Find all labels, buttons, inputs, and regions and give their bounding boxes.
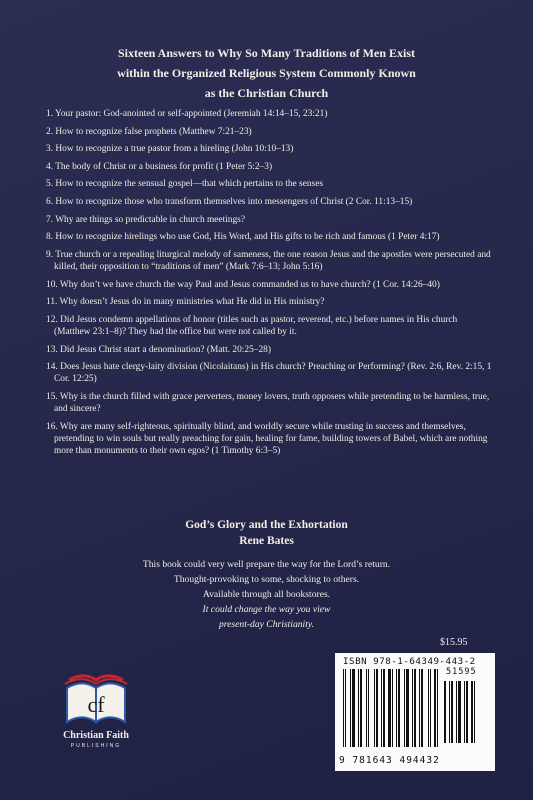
list-item: 14. Does Jesus hate clergy-laity division (Nicolaitans) in His church? Preaching or Performing? (Rev. 2:6, Rev. 2:15, 1 Cor. 12:25) — [46, 362, 492, 385]
barcode-bar — [363, 669, 365, 747]
barcode-bar — [414, 669, 416, 747]
barcode-bar — [406, 669, 409, 747]
barcode-bar — [471, 681, 473, 743]
barcode-bar — [428, 669, 429, 747]
publisher-logo — [56, 670, 136, 770]
blurb-line-4: It could change the way you view — [202, 604, 331, 615]
price-addon-number: 51595 — [446, 667, 477, 677]
barcode-bar — [419, 669, 420, 747]
list-item: 13. Did Jesus Christ start a denomination? (Matt. 20:25–28) — [46, 344, 271, 355]
headline-line-1: Sixteen Answers to Why So Many Traditions of Men Exist — [117, 46, 416, 60]
barcode-bar — [421, 669, 423, 747]
list-item: 5. How to recognize the sensual gospel—that which pertains to the senses — [46, 179, 324, 190]
list-item: 11. Why doesn’t Jesus do in many ministries what He did in His ministry? — [46, 297, 325, 308]
headline-line-3: as the Christian Church — [204, 86, 329, 100]
barcode-bar — [398, 669, 400, 747]
barcode-bar — [410, 669, 411, 747]
barcode-bar — [432, 669, 433, 747]
barcode-bar — [396, 669, 397, 747]
list-item: 9. True church or a repealing liturgical melody of sameness, the one reason Jesus and the apostles were persecuted and killed, their opposition to “traditions of men” (Mark 7:6–13; John 5:16) — [46, 249, 491, 272]
barcode-bar — [458, 681, 461, 743]
list-item: 4. The body of Christ or a business for profit (1 Peter 5:2–3) — [46, 161, 273, 172]
book-author: Rene Bates — [239, 535, 294, 547]
barcode-bar — [454, 681, 455, 743]
barcode-bar — [379, 669, 380, 747]
list-item: 15. Why is the church filled with grace perverters, money lovers, truth opposers while pretending to be harmless, true, and sincere? — [46, 391, 490, 415]
book-title-block — [40, 517, 493, 549]
barcode-bar — [412, 669, 413, 747]
ean-number: 9 781643 494432 — [339, 755, 440, 766]
blurb-line-3: Available through all bookstores. — [202, 589, 331, 600]
barcode-bar — [466, 681, 468, 743]
barcode-bar — [376, 669, 378, 747]
headline — [40, 43, 493, 103]
barcode-bar — [388, 669, 391, 747]
barcode-bar — [358, 669, 359, 747]
barcode-bar — [444, 681, 446, 743]
barcode-bar — [449, 681, 450, 743]
barcode-bar — [437, 669, 438, 747]
publisher-monogram: cf — [87, 692, 105, 717]
main-barcode-bars — [343, 669, 438, 747]
barcode-bar — [347, 669, 349, 747]
barcode-bar — [417, 669, 418, 747]
publisher-sub: PUBLISHING — [70, 743, 122, 749]
barcode-bar — [350, 669, 351, 747]
barcode-bar — [404, 669, 405, 747]
barcode-bar — [469, 681, 470, 743]
barcode-bar — [345, 669, 346, 747]
barcode-bar — [352, 669, 355, 747]
list-item: 7. Why are things so predictable in church meetings? — [46, 214, 245, 225]
list-item: 2. How to recognize false prophets (Matthew 7:21–23) — [46, 126, 252, 137]
barcode-bar — [392, 669, 393, 747]
barcode-bar — [401, 669, 403, 747]
barcode — [335, 653, 495, 771]
list-item: 3. How to recognize a true pastor from a hireling (John 10:10–13) — [46, 144, 294, 155]
isbn-text: ISBN 978-1-64349-443-2 — [343, 656, 476, 667]
barcode-bars — [343, 669, 487, 747]
barcode-bar — [394, 669, 395, 747]
barcode-bar — [451, 681, 453, 743]
blurb — [40, 557, 493, 632]
barcode-bar — [366, 669, 367, 747]
open-book-icon — [63, 670, 129, 728]
book-title: God’s Glory and the Exhortation — [185, 519, 348, 531]
price: $15.95 — [440, 637, 468, 648]
barcode-bar — [474, 681, 475, 743]
barcode-bar — [370, 669, 373, 747]
barcode-bar — [456, 681, 457, 743]
barcode-bar — [356, 669, 357, 747]
list-item: 10. Why don’t we have church the way Paul and Jesus commanded us to have church? (1 Cor. 14:26–40) — [46, 279, 440, 290]
headline-line-2: within the Organized Religious System Commonly Known — [117, 66, 416, 80]
barcode-bar — [386, 669, 387, 747]
list-item: 12. Did Jesus condemn appellations of honor (titles such as pastor, reverend, etc.) before names in His church (Matthew 23:1–8)? They had the office but were not called by it. — [46, 314, 458, 337]
answers-list — [46, 108, 494, 463]
barcode-bar — [360, 669, 362, 747]
addon-barcode-bars — [444, 681, 475, 743]
list-item: 6. How to recognize those who transform themselves into messengers of Christ (2 Cor. 11:13–15) — [46, 196, 413, 207]
barcode-bar — [434, 669, 436, 747]
publisher-name: Christian Faith — [63, 730, 129, 741]
list-item: 8. How to recognize hirelings who use God, His Word, and His gifts to be rich and famous (1 Peter 4:17) — [46, 232, 440, 243]
barcode-bar — [374, 669, 375, 747]
barcode-bar — [447, 681, 448, 743]
blurb-line-5: present-day Christianity. — [218, 619, 315, 630]
barcode-bar — [430, 669, 431, 747]
barcode-bar — [424, 669, 427, 747]
blurb-line-2: Thought-provoking to some, shocking to others. — [173, 574, 360, 585]
barcode-bar — [381, 669, 382, 747]
blurb-line-1: This book could very well prepare the way for the Lord’s return. — [142, 559, 391, 570]
list-item: 16. Why are many self-righteous, spiritually blind, and worldly secure while trusting in success and themselves, pretending to win souls but really preaching for gain, healing for fame, building towers of Babel, which are nothing more than monuments to their own egos? (1 Timothy 6:3–5) — [46, 421, 488, 457]
barcode-bar — [462, 681, 463, 743]
barcode-bar — [464, 681, 465, 743]
list-item: 1. Your pastor: God-anointed or self-appointed (Jeremiah 14:14–15, 23:21) — [46, 109, 328, 119]
barcode-bar — [368, 669, 369, 747]
barcode-bar — [343, 669, 344, 747]
barcode-bar — [383, 669, 385, 747]
